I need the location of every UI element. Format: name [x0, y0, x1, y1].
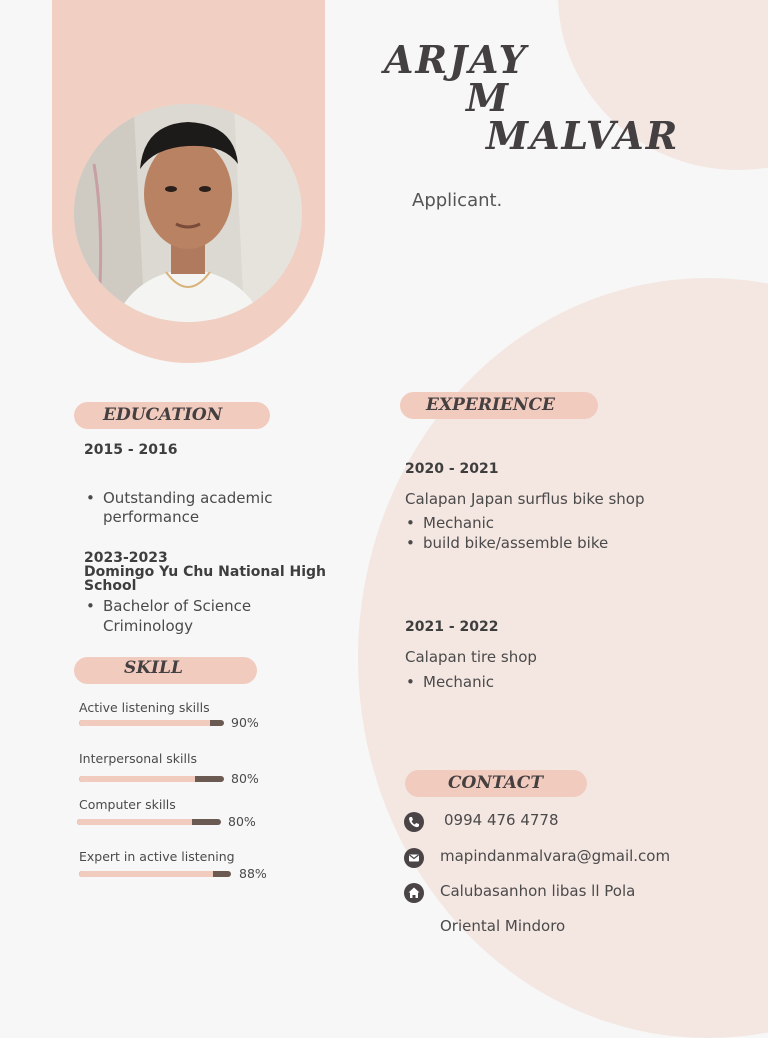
name-line-3: MALVAR	[486, 113, 680, 158]
contact-heading: CONTACT	[448, 773, 543, 793]
experience-company-2: Calapan tire shop	[405, 648, 537, 666]
experience-bullet-1-2: • build bike/assemble bike	[423, 533, 608, 553]
experience-company-1: Calapan Japan surflus bike shop	[405, 490, 645, 508]
experience-years-2: 2021 - 2022	[405, 619, 499, 635]
skill-percent-2: 80%	[231, 771, 259, 786]
contact-email: mapindanmalvara@gmail.com	[440, 847, 671, 865]
experience-bullet-1-1: • Mechanic	[423, 513, 494, 533]
education-bullet-1: • Outstanding academic	[103, 488, 272, 508]
name-line-1: ARJAY	[384, 37, 528, 82]
profile-photo	[74, 104, 302, 322]
contact-address-line-2: Oriental Mindoro	[440, 917, 566, 935]
skill-bar-4	[79, 871, 231, 877]
education-heading: EDUCATION	[103, 405, 223, 425]
skill-label-2: Interpersonal skills	[79, 751, 197, 766]
contact-address-line-1: Calubasanhon libas ll Pola	[440, 882, 636, 900]
education-bullet-2: • Bachelor of Science	[103, 596, 251, 616]
skill-label-3: Computer skills	[79, 797, 176, 812]
skill-label-4: Expert in active listening	[79, 849, 235, 864]
education-school-line-2: School	[84, 578, 137, 594]
education-bullet-1-cont: performance	[103, 508, 200, 526]
skill-percent-1: 90%	[231, 715, 259, 730]
experience-heading: EXPERIENCE	[426, 395, 555, 415]
experience-years-1: 2020 - 2021	[405, 461, 499, 477]
skill-heading: SKILL	[124, 658, 183, 678]
home-icon	[404, 883, 424, 903]
skill-bar-3	[77, 819, 221, 825]
education-years-1: 2015 - 2016	[84, 442, 178, 458]
education-years-2: 2023-2023	[84, 550, 168, 566]
skill-label-1: Active listening skills	[79, 700, 210, 715]
phone-icon	[404, 812, 424, 832]
skill-percent-4: 88%	[239, 866, 267, 881]
skill-percent-3: 80%	[228, 814, 256, 829]
contact-phone: 0994 476 4778	[444, 811, 559, 829]
name-line-2: M	[466, 75, 511, 120]
email-icon	[404, 848, 424, 868]
skill-bar-1	[79, 720, 224, 726]
education-school-line-1: Domingo Yu Chu National High	[84, 564, 327, 580]
job-role: Applicant.	[412, 190, 503, 211]
education-bullet-2-cont: Criminology	[103, 617, 194, 635]
skill-bar-2	[79, 776, 224, 782]
experience-bullet-2-1: • Mechanic	[423, 672, 494, 692]
